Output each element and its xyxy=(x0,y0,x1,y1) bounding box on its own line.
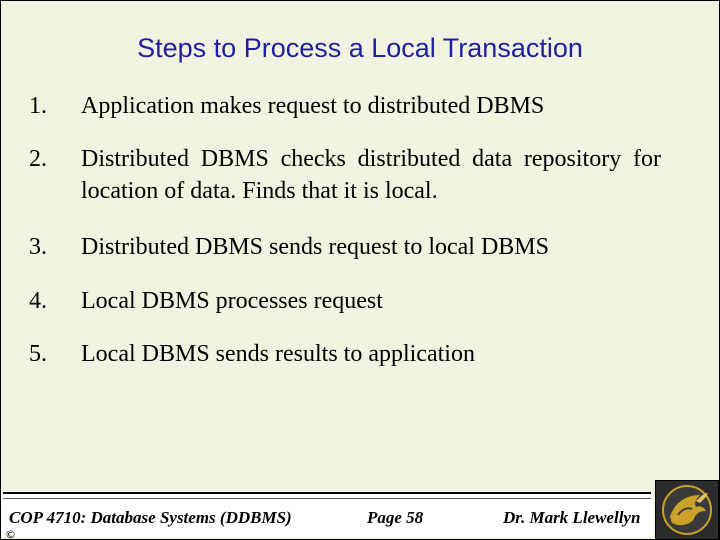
list-item-text: Distributed DBMS sends request to local DBMS xyxy=(81,234,549,260)
list-item xyxy=(29,90,661,122)
list-item xyxy=(29,338,661,370)
list-item-text: Local DBMS sends results to application xyxy=(81,341,475,367)
list-item-text: Distributed DBMS checks distributed data repository for location of data. Finds that it is local. xyxy=(81,146,661,204)
footer-divider xyxy=(3,492,651,494)
list-item-number: 5. xyxy=(29,341,47,367)
slide-title: Steps to Process a Local Transaction xyxy=(137,33,583,63)
numbered-list xyxy=(1,1,719,471)
list-item-number: 3. xyxy=(29,234,47,260)
footer-copyright: © xyxy=(5,528,16,540)
list-item xyxy=(29,231,661,263)
list-item xyxy=(29,143,661,207)
footer-course: COP 4710: Database Systems (DDBMS) xyxy=(9,508,292,527)
list-item-number: 4. xyxy=(29,288,47,314)
footer-author: Dr. Mark Llewellyn xyxy=(503,508,641,527)
pegasus-logo-icon xyxy=(655,480,719,540)
list-item-text: Application makes request to distributed DBMS xyxy=(81,93,545,119)
footer-page-number: Page 58 xyxy=(367,508,424,527)
list-item-text: Local DBMS processes request xyxy=(81,288,383,314)
list-item xyxy=(29,285,661,317)
list-item-number: 2. xyxy=(29,146,47,172)
footer-divider-thin xyxy=(3,498,651,499)
list-item-number: 1. xyxy=(29,93,47,119)
